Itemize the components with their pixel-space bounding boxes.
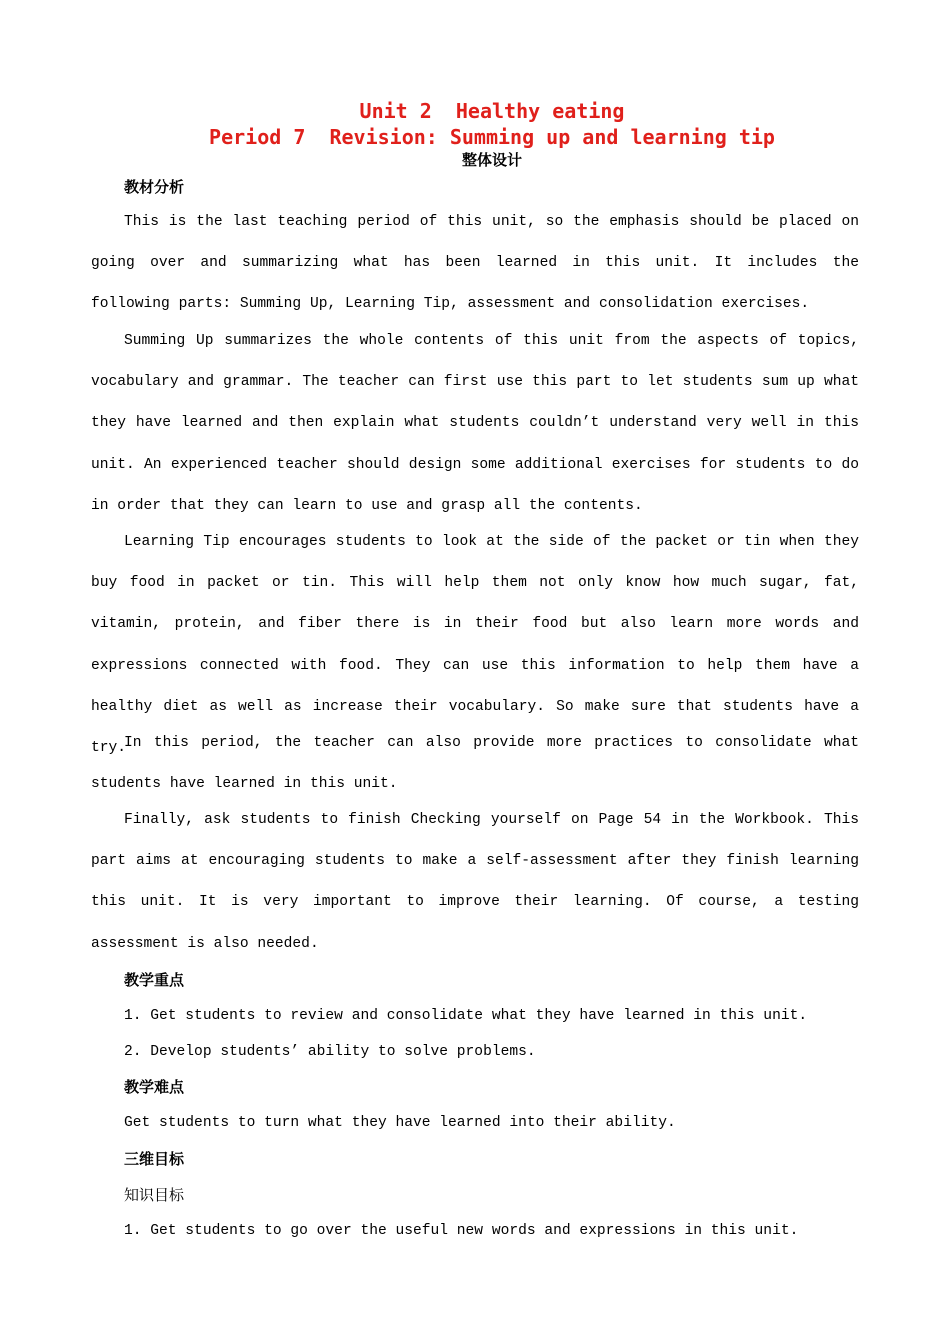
analysis-heading: 教材分析 bbox=[124, 178, 185, 196]
analysis-paragraph-2: Summing Up summarizes the whole contents of this unit from the aspects of topics, vocabulary and grammar. The teacher can first use this part to let students sum up what they have learned and then explain what students couldn’t understand very well in this unit. An experienced teacher should design some additional exercises for students to do in order that they can learn to use and grasp all the contents. bbox=[91, 333, 859, 514]
difficulties-heading: 教学难点 bbox=[124, 1078, 185, 1096]
difficulty-text: Get students to turn what they have learned into their ability. bbox=[124, 1115, 676, 1131]
overall-design-subtitle: 整体设计 bbox=[461, 151, 522, 169]
title-block bbox=[0, 98, 950, 170]
objectives-heading: 三维目标 bbox=[124, 1150, 185, 1168]
period-title: Period 7 Revision: Summing up and learning tip bbox=[209, 125, 775, 149]
knowledge-objectives-subheading: 知识目标 bbox=[124, 1186, 185, 1204]
key-points-heading: 教学重点 bbox=[124, 971, 185, 989]
analysis-paragraph-5: Finally, ask students to finish Checking yourself on Page 54 in the Workbook. This part aims at encouraging students to make a self-assessment after they finish learning this unit. It is very important to improve their learning. Of course, a testing assessment is also needed. bbox=[91, 812, 859, 952]
analysis-paragraph-4: In this period, the teacher can also provide more practices to consolidate what students have learned in this unit. bbox=[91, 735, 859, 793]
unit-title: Unit 2 Healthy eating bbox=[359, 99, 625, 123]
objective-item: 1. Get students to go over the useful new words and expressions in this unit. bbox=[124, 1223, 799, 1239]
analysis-paragraph-3: Learning Tip encourages students to look at the side of the packet or tin when they buy food in packet or tin. This will help them not only know how much sugar, fat, vitamin, protein, and fiber there is in their food but also learn more words and expressions connected with food. They can use this information to help them have a healthy diet as well as increase their vocabulary. So make sure that students have a try. bbox=[91, 534, 859, 757]
key-point-item: 2. Develop students’ ability to solve problems. bbox=[124, 1044, 536, 1060]
key-point-item: 1. Get students to review and consolidate what they have learned in this unit. bbox=[124, 1008, 808, 1024]
analysis-paragraph-1: This is the last teaching period of this unit, so the emphasis should be placed on going over and summarizing what has been learned in this unit. It includes the following parts: Summing Up, Learning Tip, assessment and consolidation exercises. bbox=[91, 214, 859, 313]
